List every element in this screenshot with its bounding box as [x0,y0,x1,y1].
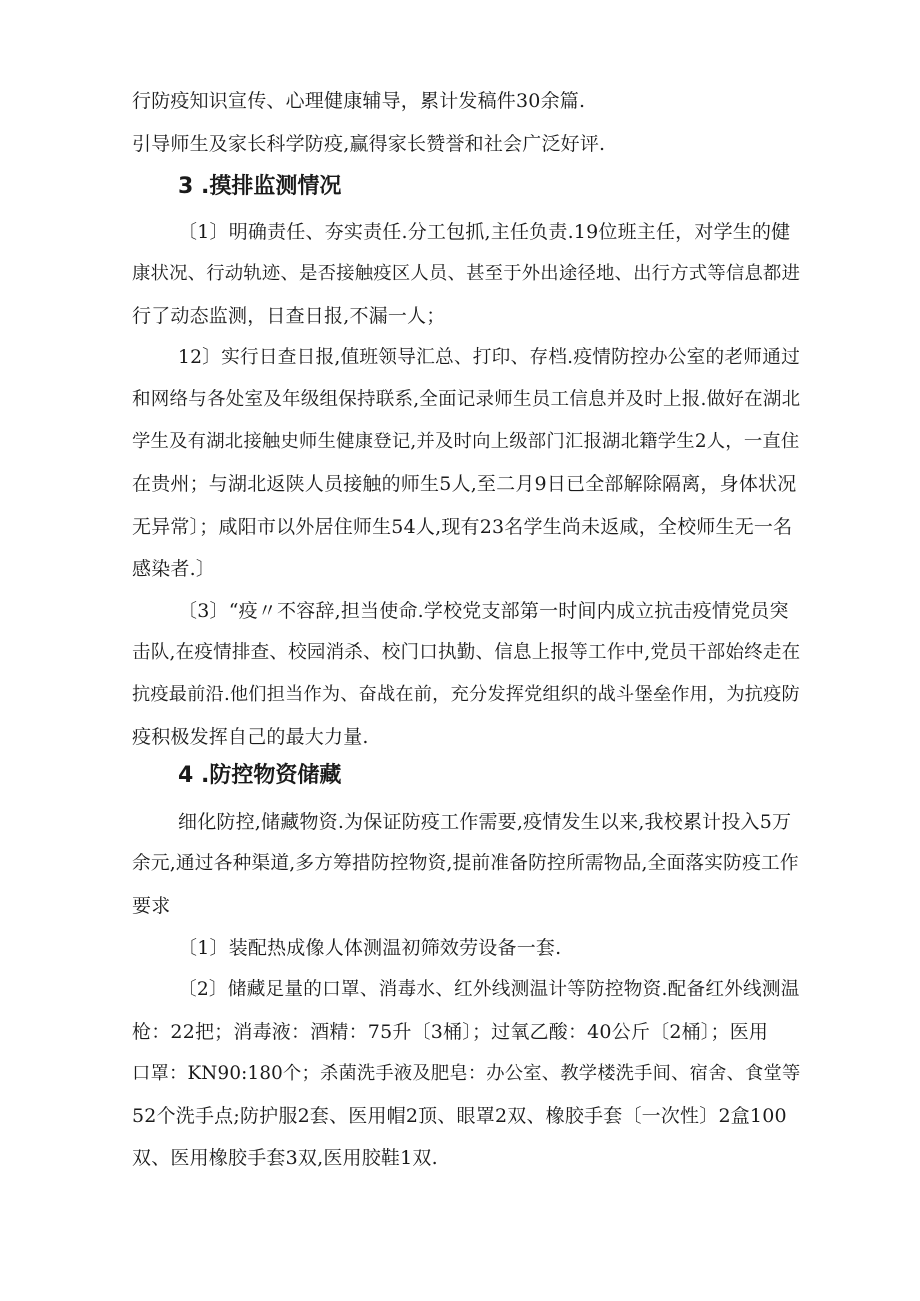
s3-p1-line-1: 〔1〕明确责任、夯实责任.分工包抓,主任负责.19位班主任，对学生的健 [178,221,791,243]
s3-p1-line-2: 康状况、行动轨迹、是否接触疫区人员、甚至于外出途径地、出行方式等信息都进 [132,263,801,284]
s3-p3-line-4: 疫积极发挥自己的最大力量. [132,726,369,748]
s3-p3-line-1: 〔3〕“疫〃不容辞,担当使命.学校党支部第一时间内成立抗击疫情党员突 [178,600,789,622]
s4-p1-line-1: 细化防控,储藏物资.为保证防疫工作需要,疫情发生以来,我校累计投入5万 [178,811,792,833]
intro-line-2: 引导师生及家长科学防疫,赢得家长赞誉和社会广泛好评. [132,133,606,155]
s4-p2-line-1: 〔1〕装配热成像人体测温初筛效劳设备一套. [178,937,562,959]
s4-p1-line-2: 余元,通过各种渠道,多方筹措防控物资,提前准备防控所需物品,全面落实防疫工作 [132,853,799,874]
s3-p2-line-3: 学生及有湖北接触史师生健康登记,并及时向上级部门汇报湖北籍学生2人，一直住 [132,431,800,452]
section-4-heading: 4 .防控物资储藏 [178,763,342,788]
s3-p2-line-4: 在贵州；与湖北返陕人员接触的师生5人,至二月9日已全部解除隔离，身体状况 [132,473,797,495]
s4-p1-line-3: 要求 [132,895,171,917]
s4-p3-line-5: 双、医用橡胶手套3双,医用胶鞋1双. [132,1147,438,1169]
section-3-heading: 3 .摸排监测情况 [178,174,342,199]
s4-p3-line-3: 口罩：KN90:180个；杀菌洗手液及肥皂：办公室、教学楼洗手间、宿舍、食堂等 [132,1063,801,1084]
s3-p3-line-3: 抗疫最前沿.他们担当作为、奋战在前，充分发挥党组织的战斗堡垒作用，为抗疫防 [132,684,800,705]
s3-p2-line-6: 感染者.〕 [132,558,216,580]
s3-p3-line-2: 击队,在疫情排查、校园消杀、校门口执勤、信息上报等工作中,党员干部始终走在 [132,642,801,663]
s3-p1-line-3: 行了动态监测，日查日报,不漏一人； [132,305,446,327]
s4-p3-line-2: 枪：22把；消毒液：酒精：75升〔3桶〕；过氧乙酸：40公斤〔2桶〕；医用 [132,1021,769,1043]
s3-p2-line-5: 无异常〕；咸阳市以外居住师生54人,现有23名学生尚未返咸，全校师生无一名 [132,516,793,538]
s3-p2-line-2: 和网络与各处室及年级组保持联系,全面记录师生员工信息并及时上报.做好在湖北 [132,389,801,410]
s4-p3-line-1: 〔2〕储藏足量的口罩、消毒水、红外线测温计等防控物资.配备红外线测温 [178,979,800,1000]
s3-p2-line-1: 12〕实行日查日报,值班领导汇总、打印、存档.疫情防控办公室的老师通过 [178,347,800,368]
s4-p3-line-4: 52个洗手点;防护服2套、医用帽2顶、眼罩2双、橡胶手套〔一次性〕2盒100 [132,1105,787,1127]
intro-line-1: 行防疫知识宣传、心理健康辅导，累计发稿件30余篇. [132,90,586,112]
